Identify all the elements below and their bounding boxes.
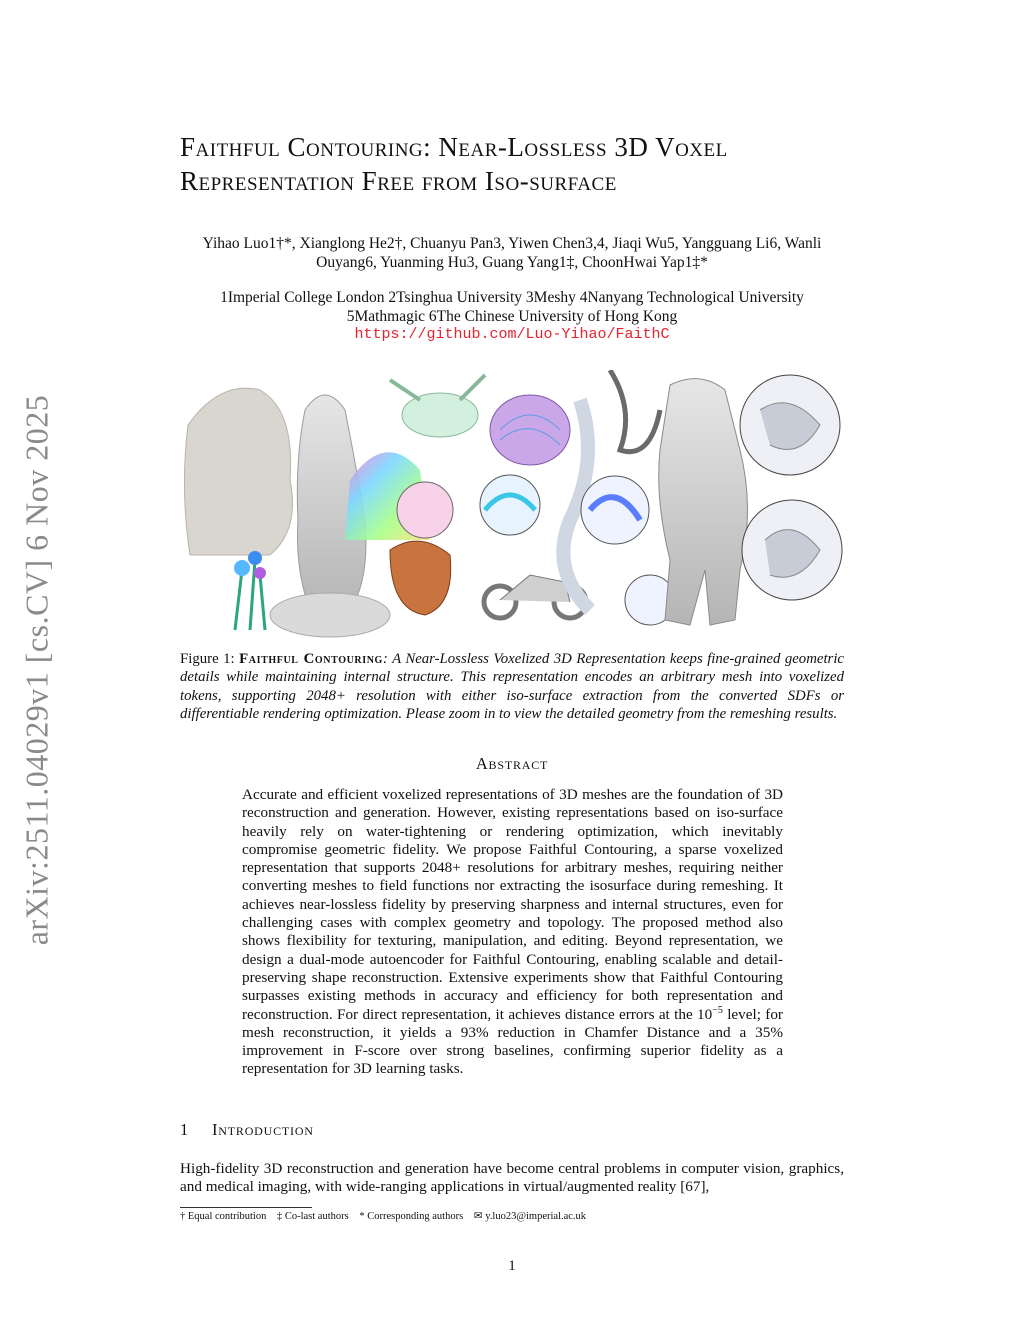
footnote-corresponding: * Corresponding authors <box>359 1211 464 1222</box>
affiliations <box>180 288 844 326</box>
section-number: 1 <box>180 1120 190 1139</box>
caption-method-name: Faithful Contouring <box>239 651 383 667</box>
paper-title <box>180 130 860 198</box>
caption-label: Figure 1: <box>180 651 235 667</box>
abstract-text-2: level; for mesh reconstruction, it yields a 93% reduction in Chamfer Distance and a 35% improvement in F-score over strong baselines, confirming superior fidelity as a representation for 3D learning tasks. <box>242 1005 783 1078</box>
abstract-body <box>242 786 783 1079</box>
abstract-exponent: −5 <box>712 1004 723 1016</box>
footnote-rule <box>180 1207 312 1208</box>
github-link[interactable]: https://github.com/Luo-Yihao/FaithC <box>354 326 670 343</box>
abstract-heading: Abstract <box>475 754 549 773</box>
title-line-2: Representation Free from Iso-surface <box>180 166 617 196</box>
affiliations-line-2: 5Mathmagic 6The Chinese University of Hong Kong <box>346 308 678 325</box>
figure-caption <box>180 650 844 724</box>
footnotes <box>180 1210 844 1224</box>
arxiv-id: arXiv:2511.04029v1 [cs.CV] 6 Nov 2025 <box>18 394 55 946</box>
section-title: Introduction <box>212 1120 314 1139</box>
title-line-1: Faithful Contouring: Near-Lossless 3D Voxel <box>180 132 728 162</box>
teaser-figure <box>180 370 844 640</box>
caption-text: : A Near-Lossless Voxelized 3D Representation keeps fine-grained geometric details while maintaining internal structure. This representation encodes an arbitrary mesh into voxelized tokens, supporting 2048+ resolution with either iso-surface extraction from the converted SDFs or differentiable rendering optimization. Please zoom in to view the detailed geometry from the remeshing results. <box>180 651 844 723</box>
footnote-colast: ‡ Co-last authors <box>276 1211 349 1222</box>
intro-paragraph: High-fidelity 3D reconstruction and generation have become central problems in computer vision, graphics, and medical imaging, with wide-ranging applications in virtual/augmented reality [67], <box>180 1160 844 1196</box>
figure-collage-image <box>180 370 844 640</box>
affiliations-line-1: 1Imperial College London 2Tsinghua University 3Meshy 4Nanyang Technological University <box>220 289 804 306</box>
authors-line-2: Ouyang6, Yuanming Hu3, Guang Yang1‡, ChoonHwai Yap1‡* <box>316 254 708 271</box>
authors-line-1: Yihao Luo1†*, Xianglong He2†, Chuanyu Pan3, Yiwen Chen3,4, Jiaqi Wu5, Yangguang Li6, Wanli <box>202 235 822 252</box>
section-heading <box>180 1120 314 1140</box>
footnote-email[interactable]: ✉ y.luo23@imperial.ac.uk <box>473 1211 587 1222</box>
abstract-text-1: Accurate and efficient voxelized representations of 3D meshes are the foundation of 3D reconstruction and generation. However, existing representations based on iso-surface heavily rely on water-tightening or rendering optimization, which inevitably compromise geometric fidelity. We propose Faithful Contouring, a sparse voxelized representation that supports 2048+ resolutions for arbitrary meshes, requiring neither converting meshes to field functions nor extracting the isosurface during remeshing. It achieves near-lossless fidelity by preserving sharpness and internal structures, even for challenging cases with complex geometry and topology. The proposed method also shows flexibility for texturing, manipulation, and editing. Beyond representation, we design a dual-mode autoencoder for Faithful Contouring, enabling scalable and detail-preserving shape reconstruction. Extensive experiments show that Faithful Contouring surpasses existing methods in accuracy and efficiency for both representation and reconstruction. For direct representation, it achieves distance errors at the 10 <box>242 786 783 1023</box>
page-number: 1 <box>508 1258 516 1274</box>
author-list <box>180 234 844 272</box>
footnote-equal: † Equal contribution <box>180 1211 267 1222</box>
arxiv-sidebar <box>14 380 60 960</box>
